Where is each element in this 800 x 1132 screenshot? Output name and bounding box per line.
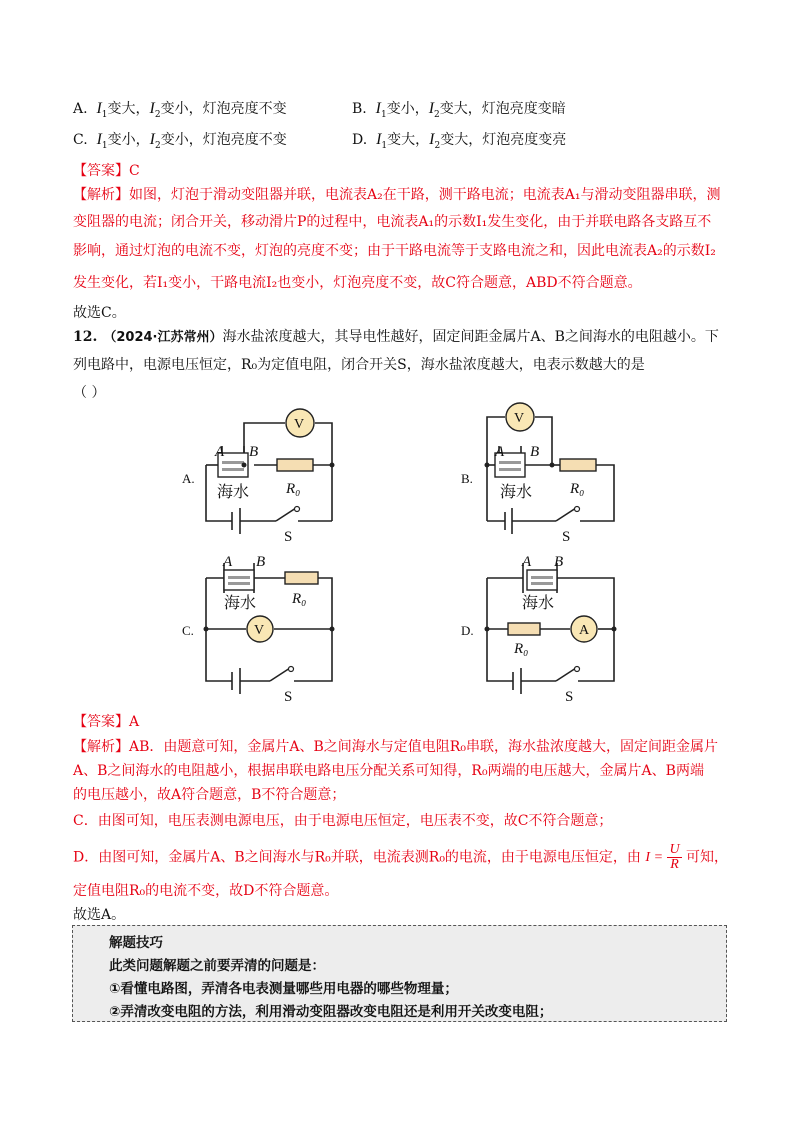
switch-label: S — [565, 689, 574, 705]
option-c-prev: C. $I_1$变小，$I_2$变小，灯泡亮度不变 — [73, 131, 287, 151]
option-a-prev: A. $I_1$变大，$I_2$变小，灯泡亮度不变 — [73, 100, 287, 120]
tips-line-3: ②弄清改变电阻的方法，利用滑动变阻器改变电阻还是利用开关改变电阻； — [109, 1004, 553, 1020]
answer: 【答案】A — [73, 714, 140, 730]
circuit-d-label: D. — [461, 623, 474, 638]
tips-line-1: 此类问题解题之前要弄清的问题是： — [109, 958, 325, 974]
electrode-b-label: B — [530, 444, 540, 460]
switch-label: S — [284, 689, 293, 705]
analysis-line-1: 【解析】AB．由题意可知，金属片A、B之间海水与定值电阻R₀串联，海水盐浓度越大，固定间距金属片 — [73, 739, 718, 755]
electrode-a-label: A — [215, 444, 225, 460]
analysis-line-6: 定值电阻R₀的电流不变，故D不符合题意。 — [73, 883, 339, 899]
electrode-b-label: B — [554, 554, 564, 570]
electrode-a-label: A — [223, 554, 233, 570]
option-b-prev: B. $I_1$变小，$I_2$变大，灯泡亮度变暗 — [352, 100, 566, 120]
seawater-label: 海水 — [224, 595, 257, 612]
option-d-prev: D. $I_1$变大，$I_2$变大，灯泡亮度变亮 — [352, 131, 567, 151]
conclusion: 故选A。 — [73, 907, 126, 923]
voltmeter-symbol: V — [294, 417, 305, 432]
resistor-label: R₀ — [570, 481, 585, 497]
electrode-b-label: B — [256, 554, 266, 570]
analysis-prev-line-4: 发生变化，若I₁变小，干路电流I₂也变小，灯泡亮度不变，故C符合题意，ABD不符合题意。 — [73, 275, 642, 291]
analysis-line-5 — [73, 843, 728, 872]
ammeter-symbol: A — [579, 623, 590, 638]
circuit-a-label: A. — [182, 471, 195, 486]
switch-label: S — [562, 529, 571, 545]
tips-line-2: ①看懂电路图，弄清各电表测量哪些用电器的哪些物理量； — [109, 981, 458, 997]
ohms-law-formula: I = — [645, 849, 664, 865]
circuit-b-label: B. — [461, 471, 473, 486]
analysis-prev-line-3: 影响，通过灯泡的电流不变，灯泡的亮度不变；由于干路电流等于支路电流之和，因此电流表A₂的示数I₂ — [73, 243, 716, 259]
tips-title: 解题技巧 — [109, 935, 163, 951]
formula-fraction: $\frac{U}{R}$ — [669, 842, 680, 872]
analysis-line-5-text: D．由图可知，金属片A、B之间海水与R₀并联，电流表测R₀的电流，由于电源电压恒定，由 — [73, 849, 641, 866]
resistor-b — [560, 459, 596, 471]
seawater-label: 海水 — [500, 484, 533, 501]
question-text-1: 海水盐浓度越大，其导电性越好，固定间距金属片A、B之间海水的电阻越小。下 — [222, 329, 719, 345]
analysis-line-5-end: 可知， — [686, 849, 729, 866]
resistor-c — [285, 572, 318, 584]
analysis-line-3: 的电压越小，故A符合题意，B不符合题意； — [73, 787, 346, 803]
switch-label: S — [284, 529, 293, 545]
resistor-label: R₀ — [514, 641, 529, 657]
analysis-prev-line-2: 变阻器的电流；闭合开关，移动滑片P的过程中，电流表A₁的示数I₁发生变化，由于并联电路各支路互不 — [73, 214, 712, 230]
electrode-a-label: A — [522, 554, 532, 570]
electrode-b-label: B — [249, 444, 259, 460]
analysis-line-4: C．由图可知，电压表测电源电压，由于电源电压恒定，电压表不变，故C不符合题意； — [73, 813, 613, 829]
analysis-prev-line-1: 【解析】如图，灯泡于滑动变阻器并联，电流表A₂在干路，测干路电流；电流表A₁与滑动变阻器串联，测 — [73, 187, 721, 203]
conclusion-prev: 故选C。 — [73, 305, 126, 321]
question-source: （2024·江苏常州） — [103, 330, 223, 345]
voltmeter-symbol: V — [254, 623, 265, 638]
circuit-c-label: C. — [182, 623, 194, 638]
solving-tips-box — [72, 925, 727, 1022]
resistor-d — [508, 623, 540, 635]
question-number: 12. — [73, 329, 98, 345]
answer-blank: （ ） — [73, 385, 106, 401]
voltmeter-symbol: V — [514, 411, 525, 426]
analysis-line-2: A、B之间海水的电阻越小，根据串联电路电压分配关系可知得，R₀两端的电压越大，金属片A、B两端 — [73, 763, 704, 779]
seawater-tank-d — [527, 570, 557, 590]
resistor-label: R₀ — [292, 591, 307, 607]
seawater-tank-c — [224, 570, 254, 590]
resistor-label: R₀ — [286, 481, 301, 497]
seawater-label: 海水 — [522, 595, 555, 612]
resistor-a — [277, 459, 313, 471]
seawater-label: 海水 — [217, 484, 250, 501]
question-text-2: 列电路中，电源电压恒定，R₀为定值电阻，闭合开关S，海水盐浓度越大，电表示数越大的是 — [73, 357, 645, 373]
circuit-a — [206, 423, 332, 534]
answer-prev: 【答案】C — [73, 163, 140, 179]
electrode-a-label: A — [495, 444, 505, 460]
